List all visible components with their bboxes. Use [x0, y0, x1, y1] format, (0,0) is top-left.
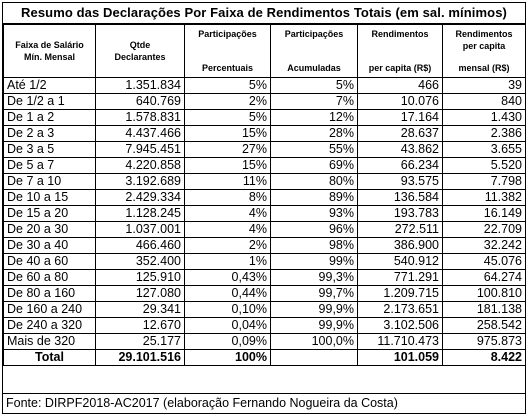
cell-faixa: De 80 a 160: [4, 286, 96, 302]
cell-part-acum: 93%: [271, 206, 358, 222]
cell-rend-capita: 466: [358, 78, 443, 94]
cell-rend-capita: 43.862: [358, 142, 443, 158]
cell-faixa: De 30 a 40: [4, 238, 96, 254]
cell-rend-capita: 1.209.715: [358, 286, 443, 302]
cell-rend-capita: 11.710.473: [358, 334, 443, 350]
cell-qtde: 352.400: [96, 254, 185, 270]
cell-qtde: 4.437.466: [96, 126, 185, 142]
cell-qtde: 127.080: [96, 286, 185, 302]
cell-rend-mensal: 64.274: [443, 270, 526, 286]
cell-rend-capita: 193.783: [358, 206, 443, 222]
cell-qtde: 29.341: [96, 302, 185, 318]
cell-part-perc: 2%: [185, 94, 271, 110]
table-row: [4, 206, 526, 222]
cell-qtde: 7.945.451: [96, 142, 185, 158]
cell-part-acum: 99,3%: [271, 270, 358, 286]
cell-part-perc: 0,44%: [185, 286, 271, 302]
total-cell-qtde: 29.101.516: [96, 350, 185, 366]
cell-part-perc: 27%: [185, 142, 271, 158]
header-faixa-line1: Faixa de Salário: [15, 40, 84, 50]
cell-qtde: 1.578.831: [96, 110, 185, 126]
cell-part-perc: 15%: [185, 126, 271, 142]
table-body: [4, 78, 526, 366]
header-rend-capita-line2: per capita (R$): [368, 63, 432, 73]
cell-rend-capita: 17.164: [358, 110, 443, 126]
cell-rend-mensal: 11.382: [443, 190, 526, 206]
cell-rend-mensal: 32.242: [443, 238, 526, 254]
cell-rend-mensal: 181.138: [443, 302, 526, 318]
header-qtde-line2: Declarantes: [114, 52, 166, 62]
cell-rend-capita: 3.102.506: [358, 318, 443, 334]
cell-rend-mensal: 45.076: [443, 254, 526, 270]
total-cell-rend-capita: 101.059: [358, 350, 443, 366]
header-part-acum-line1: Participações: [284, 29, 344, 39]
cell-rend-mensal: 16.149: [443, 206, 526, 222]
header-part-perc-line2: Percentuais: [201, 63, 254, 73]
cell-rend-mensal: 258.542: [443, 318, 526, 334]
table-row: [4, 126, 526, 142]
summary-table-frame: [2, 2, 526, 414]
total-cell-part-perc: 100%: [185, 350, 271, 366]
cell-faixa: De 3 a 5: [4, 142, 96, 158]
cell-part-perc: 8%: [185, 190, 271, 206]
cell-rend-mensal: 975.873: [443, 334, 526, 350]
cell-part-acum: 99,9%: [271, 302, 358, 318]
header-qtde: [96, 25, 185, 78]
table-row: [4, 110, 526, 126]
cell-faixa: De 160 a 240: [4, 302, 96, 318]
cell-part-perc: 1%: [185, 254, 271, 270]
cell-faixa: De 1 a 2: [4, 110, 96, 126]
cell-part-perc: 0,43%: [185, 270, 271, 286]
header-faixa-line2: Mín. Mensal: [23, 52, 75, 62]
cell-rend-capita: 771.291: [358, 270, 443, 286]
cell-part-acum: 99,7%: [271, 286, 358, 302]
header-row: [4, 25, 526, 78]
cell-rend-mensal: 3.655: [443, 142, 526, 158]
cell-part-acum: 89%: [271, 190, 358, 206]
table-row: [4, 286, 526, 302]
header-rend-mensal-line1: Rendimentos: [455, 29, 513, 39]
cell-faixa: De 7 a 10: [4, 174, 96, 190]
cell-part-perc: 2%: [185, 238, 271, 254]
cell-faixa: De 20 a 30: [4, 222, 96, 238]
cell-rend-capita: 93.575: [358, 174, 443, 190]
table-row: [4, 334, 526, 350]
cell-rend-mensal: 7.798: [443, 174, 526, 190]
cell-part-perc: 5%: [185, 110, 271, 126]
table-title: Resumo das Declarações Por Faixa de Rendimentos Totais (em sal. mínimos): [3, 3, 525, 24]
cell-part-perc: 4%: [185, 206, 271, 222]
cell-part-acum: 12%: [271, 110, 358, 126]
cell-faixa: Mais de 320: [4, 334, 96, 350]
cell-faixa: De 40 a 60: [4, 254, 96, 270]
cell-rend-capita: 28.637: [358, 126, 443, 142]
cell-part-acum: 99%: [271, 254, 358, 270]
cell-part-acum: 96%: [271, 222, 358, 238]
cell-rend-mensal: 840: [443, 94, 526, 110]
cell-part-acum: 28%: [271, 126, 358, 142]
header-qtde-line1: Qtde: [129, 40, 151, 50]
header-part-perc-line1: Participações: [198, 29, 257, 39]
cell-rend-mensal: 5.520: [443, 158, 526, 174]
total-cell-part-acum: [271, 350, 358, 366]
cell-rend-capita: 136.584: [358, 190, 443, 206]
table-row: [4, 254, 526, 270]
cell-rend-capita: 10.076: [358, 94, 443, 110]
table-row: [4, 270, 526, 286]
source-note: Fonte: DIRPF2018-AC2017 (elaboração Fernando Nogueira da Costa): [3, 393, 525, 413]
table-row: [4, 78, 526, 94]
header-rend-capita: [358, 25, 443, 78]
cell-part-perc: 0,10%: [185, 302, 271, 318]
table-row: [4, 142, 526, 158]
header-faixa: [4, 25, 96, 78]
cell-part-acum: 69%: [271, 158, 358, 174]
cell-rend-mensal: 100.810: [443, 286, 526, 302]
header-part-acum: [271, 25, 358, 78]
cell-part-perc: 4%: [185, 222, 271, 238]
header-rend-mensal-line3: mensal (R$): [458, 63, 510, 73]
table-row: [4, 174, 526, 190]
table-row: [4, 158, 526, 174]
cell-qtde: 466.460: [96, 238, 185, 254]
cell-faixa: De 1/2 a 1: [4, 94, 96, 110]
cell-faixa: Até 1/2: [4, 78, 96, 94]
cell-qtde: 1.128.245: [96, 206, 185, 222]
cell-part-acum: 98%: [271, 238, 358, 254]
cell-qtde: 2.429.334: [96, 190, 185, 206]
cell-rend-capita: 386.900: [358, 238, 443, 254]
header-rend-mensal-line2: per capita: [462, 41, 506, 51]
cell-faixa: De 2 a 3: [4, 126, 96, 142]
cell-part-acum: 55%: [271, 142, 358, 158]
cell-rend-mensal: 22.709: [443, 222, 526, 238]
cell-part-perc: 0,09%: [185, 334, 271, 350]
cell-part-acum: 80%: [271, 174, 358, 190]
cell-qtde: 1.351.834: [96, 78, 185, 94]
table-row: [4, 94, 526, 110]
cell-rend-mensal: 39: [443, 78, 526, 94]
cell-qtde: 125.910: [96, 270, 185, 286]
cell-part-acum: 7%: [271, 94, 358, 110]
cell-rend-capita: 540.912: [358, 254, 443, 270]
cell-qtde: 3.192.689: [96, 174, 185, 190]
cell-qtde: 12.670: [96, 318, 185, 334]
table-row: [4, 190, 526, 206]
table-row: [4, 302, 526, 318]
cell-rend-capita: 66.234: [358, 158, 443, 174]
cell-faixa: De 240 a 320: [4, 318, 96, 334]
table-row: [4, 318, 526, 334]
cell-rend-capita: 272.511: [358, 222, 443, 238]
cell-qtde: 640.769: [96, 94, 185, 110]
header-part-acum-line2: Acumuladas: [287, 63, 341, 73]
table-row: [4, 238, 526, 254]
cell-qtde: 25.177: [96, 334, 185, 350]
cell-faixa: De 10 a 15: [4, 190, 96, 206]
income-bracket-table: [3, 24, 526, 366]
cell-faixa: De 15 a 20: [4, 206, 96, 222]
cell-part-acum: 100,0%: [271, 334, 358, 350]
cell-part-acum: 99,9%: [271, 318, 358, 334]
cell-qtde: 1.037.001: [96, 222, 185, 238]
header-rend-capita-line1: Rendimentos: [371, 29, 429, 39]
header-part-perc: [185, 25, 271, 78]
cell-rend-mensal: 1.430: [443, 110, 526, 126]
cell-part-perc: 0,04%: [185, 318, 271, 334]
cell-faixa: De 5 a 7: [4, 158, 96, 174]
cell-part-acum: 5%: [271, 78, 358, 94]
cell-rend-capita: 2.173.651: [358, 302, 443, 318]
table-row: [4, 222, 526, 238]
total-cell-faixa: Total: [4, 350, 96, 366]
cell-part-perc: 5%: [185, 78, 271, 94]
cell-qtde: 4.220.858: [96, 158, 185, 174]
total-cell-rend-mensal: 8.422: [443, 350, 526, 366]
header-rend-mensal: [443, 25, 526, 78]
total-row: [4, 350, 526, 366]
cell-part-perc: 11%: [185, 174, 271, 190]
cell-rend-mensal: 2.386: [443, 126, 526, 142]
cell-faixa: De 60 a 80: [4, 270, 96, 286]
cell-part-perc: 15%: [185, 158, 271, 174]
